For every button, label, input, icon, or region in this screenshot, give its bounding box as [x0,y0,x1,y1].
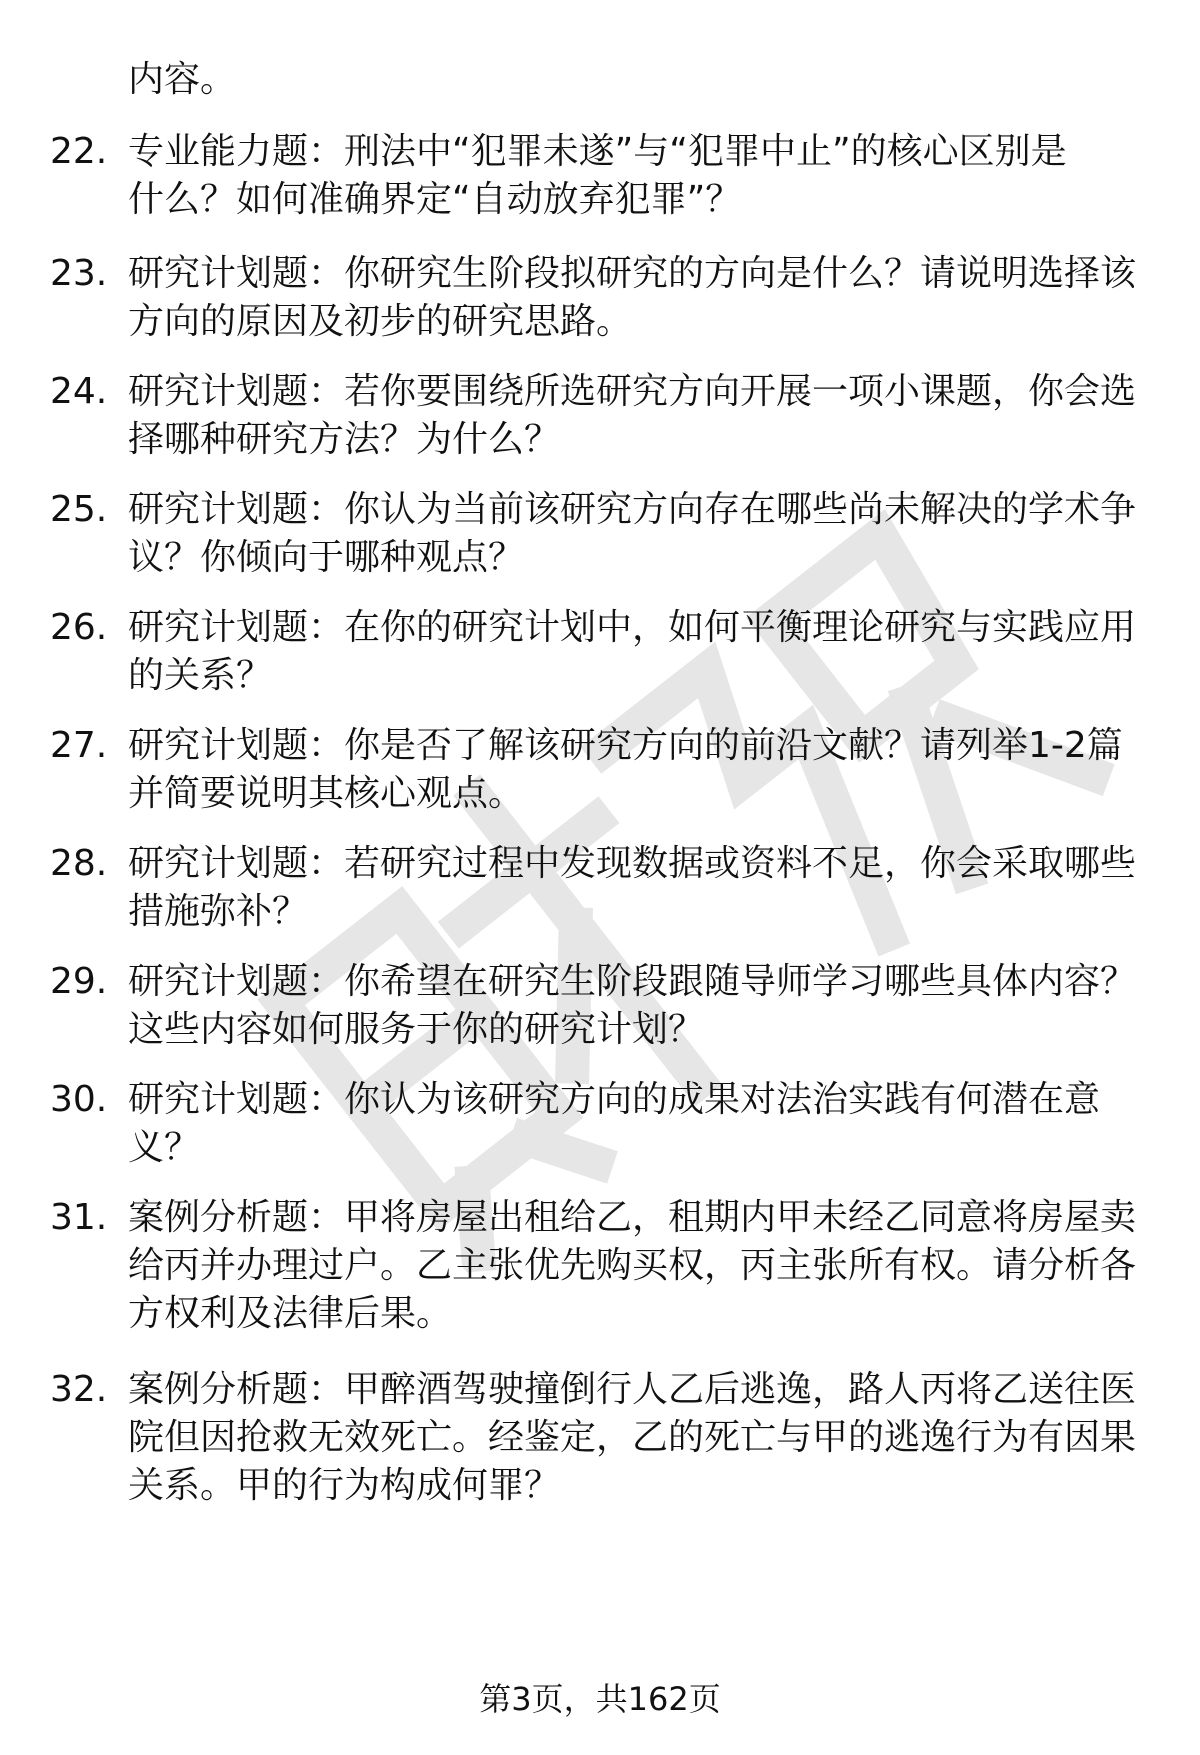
page-footer: 第3页，共162页 [479,1680,721,1718]
question-text-line: 义？ [128,1127,201,1168]
question-number: 28. [50,843,108,884]
question-text-line: 方向的原因及初步的研究思路。 [128,301,633,342]
question-text-line: 的关系？ [128,655,273,696]
question-text-line: 给丙并办理过户。乙主张优先购买权，丙主张所有权。请分析各 [128,1245,1137,1286]
question-text-line: 研究计划题：在你的研究计划中，如何平衡理论研究与实践应用 [128,607,1137,648]
question-number: 22. [50,131,108,172]
question-number: 32. [50,1369,108,1410]
question-text-line: 研究计划题：你认为该研究方向的成果对法治实践有何潜在意 [128,1079,1101,1120]
question-text-line: 议？你倾向于哪种观点？ [128,537,525,578]
question-text-line: 研究计划题：你是否了解该研究方向的前沿文献？请列举1-2篇 [128,725,1123,766]
question-text-line: 研究计划题：若你要围绕所选研究方向开展一项小课题，你会选 [128,371,1137,412]
question-number: 24. [50,371,108,412]
question-text-line: 案例分析题：甲将房屋出租给乙，租期内甲未经乙同意将房屋卖 [128,1197,1137,1238]
question-number: 23. [50,253,108,294]
question-text-line: 研究计划题：你希望在研究生阶段跟随导师学习哪些具体内容？ [128,961,1137,1002]
question-number: 31. [50,1197,108,1238]
question-text-line: 研究计划题：你认为当前该研究方向存在哪些尚未解决的学术争 [128,489,1137,530]
question-text-line: 并简要说明其核心观点。 [128,773,525,814]
continuation-text: 内容。 [128,59,237,100]
question-text-line: 什么？如何准确界定“自动放弃犯罪”？ [128,179,742,220]
question-number: 26. [50,607,108,648]
question-text-line: 择哪种研究方法？为什么？ [128,419,561,460]
question-number: 30. [50,1079,108,1120]
question-text-line: 关系。甲的行为构成何罪？ [128,1465,561,1506]
question-number: 29. [50,961,108,1002]
question-text-line: 研究计划题：若研究过程中发现数据或资料不足，你会采取哪些 [128,843,1137,884]
question-text-line: 这些内容如何服务于你的研究计划？ [128,1009,705,1050]
question-number: 27. [50,725,108,766]
question-text-line: 方权利及法律后果。 [128,1293,453,1334]
question-number: 25. [50,489,108,530]
question-text-line: 专业能力题：刑法中“犯罪未遂”与“犯罪中止”的核心区别是 [128,131,1067,172]
question-text-line: 措施弥补？ [128,891,309,932]
question-text-line: 院但因抢救无效死亡。经鉴定，乙的死亡与甲的逃逸行为有因果 [128,1417,1137,1458]
question-text-line: 案例分析题：甲醉酒驾驶撞倒行人乙后逃逸，路人丙将乙送往医 [128,1369,1137,1410]
question-text-line: 研究计划题：你研究生阶段拟研究的方向是什么？请说明选择该 [128,253,1137,294]
